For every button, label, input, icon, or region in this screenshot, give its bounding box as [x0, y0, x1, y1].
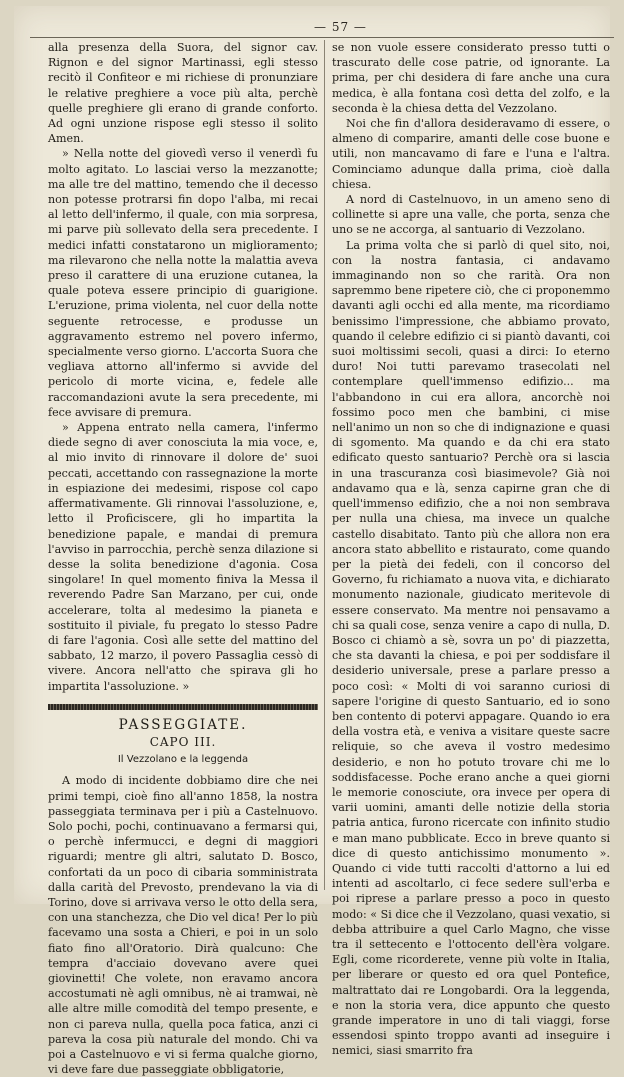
right-column: [332, 40, 610, 1059]
left-column: [48, 40, 318, 1077]
column-divider: [324, 40, 325, 890]
left-paragraph: » Appena entrato nella camera, l'infermo diede segno di aver conosciuta la mia voce, e, al mio invito di rinnovare il dolore de' suoi peccati, accettando con rassegnazione la morte in espiazione dei medesimi, rispose col capo affermativamente. Gli rinnovai l'assoluzione, e, letto il Proficiscere, gli ho impartita la benedizione papale, e mandai di premura l'avviso in parrocchia, perchè senza dilazione si desse la solita benedizione d'agonia. Cosa singolare! In quel momento finiva la Messa il reverendo Padre San Marzano, per cui, onde accelerare, tolta al medesimo la pianeta e sostituito il piviale, fu pregato lo stesso Padre di fare l'agonia. Così alle sette del mattino del sabbato, 12 marzo, il povero Passaglia cessò di vivere. Ancora nell'atto che spirava gli ho impartita l'assoluzione. »: [48, 421, 318, 693]
chapter-heading: CAPO III.: [149, 734, 217, 749]
left-paragraph: alla presenza della Suora, del signor cav. Rignon e del signor Martinassi, egli stesso recitò il Confiteor e mi richiese di pronunziare le relative preghiere a voce più alta, perchè quelle preghiere gli erano di grande conforto. Ad ogni unzione rispose egli stesso il solito Amen.: [48, 41, 318, 146]
right-paragraph: A nord di Castelnuovo, in un ameno seno di collinette si apre una valle, che porta, senza che uno se ne accorga, al santuario di Vezzolano.: [332, 193, 610, 237]
chapter-subtitle: Il Vezzolano e la leggenda: [117, 754, 249, 766]
left-paragraph: A modo di incidente dobbiamo dire che nei primi tempi, cioè fino all'anno 1858, la nostra passeggiata terminava per i più a Castelnuovo. Solo pochi, pochi, continuavano a fermarsi qui, o perchè infermucci, e degni di maggiori riguardi; mentre gli altri, salutato D. Bosco, confortati da un poco di cibaria somministrata dalla carità del Prevosto, prendevano la via di Torino, dove si arrivava verso le otto della sera, con una stanchezza, che Dio vel dica! Per lo più facevamo una sosta a Chieri, e poi in un solo fiato fino all'Oratorio. Dirà qualcuno: Che tempra d'acciaio dovevano avere quei giovinetti! Che volete, non eravamo ancora accostumati nè agli omnibus, nè ai tramwai, nè alle altre mille comodità del tempo presente, e non ci pareva nulla, quella poca fatica, anzi ci pareva la cosa più naturale del mondo. Chi va poi a Castelnuovo e vi si ferma qualche giorno, vi deve fare due passeggiate obbligatorie,: [48, 774, 318, 1077]
left-paragraph: » Nella notte del giovedì verso il venerdì fu molto agitato. Lo lasciai verso la mezzanotte; ma alle tre del mattino, temendo che il decesso non potesse protrarsi fin dopo l'alba, mi recai al letto dell'infermo, il quale, con mia sorpresa, mi parve più sollevato della sera precedente. I medici infatti constatarono un miglioramento; ma rilevarono che nella notte la malattia aveva preso il carattere di una eruzione cutanea, la quale poteva essere principio di guarigione. L'eruzione, prima violenta, nel cuor della notte seguente retrocesse, e produsse un aggravamento estremo nel povero infermo, specialmente verso giorno. L'accorta Suora che vegliava attorno all'infermo si avvide del pericolo di morte vicina, e, fedele alle raccomandazioni avute la sera precedente, mi fece avvisare di premura.: [48, 147, 318, 419]
section-separator: [48, 704, 318, 710]
right-paragraph: se non vuole essere considerato presso tutti o trascurato delle cose patrie, od ignorante. La prima, per chi desidera di fare anche una cura medica, è alla fontana così detta del zolfo, e la seconda è la chiesa detta del Vezzolano.: [332, 41, 610, 115]
right-paragraph: La prima volta che si parlò di quel sito, noi, con la nostra fantasia, ci andavamo immaginando non so che rarità. Ora non sapremmo bene ripetere ciò, che ci proponemmo davanti agli occhi ed alla mente, ma ricordiamo benissimo l'impressione, che abbiamo provato, quando il celebre edifizio ci si piantò davanti, coi suoi moltissimi secoli, quasi a dirci: Io eterno duro! Noi tutti parevamo trasecolati nel contemplare quell'immenso edifizio... ma l'abbandono in cui era allora, ancorchè noi fossimo poco men che bambini, ci mise nell'animo un non so che di indignazione e quasi di sgomento. Ma quando e da chi era stato edificato questo santuario? Perchè ora si lascia in una trascuranza così biasimevole? Già noi andavamo qua e là, senza capirne gran che di quell'immenso edifizio, che a noi non sembrava per nulla una chiesa, ma invece un qualche castello disabitato. Tanto più che allora non era ancora stato abbellito e ristaurato, come quando per la pietà dei fedeli, con il concorso del Governo, fu richiamato a nuova vita, e dichiarato monumento nazionale, giudicato meritevole di essere conservato. Ma mentre noi pensavamo a chi sa quali cose, senza venire a capo di nulla, D. Bosco ci chiamò a sè, sovra un po' di piazzetta, che sta davanti la chiesa, e poi per soddisfare il desiderio universale, prese a parlare presso a poco così: « Molti di voi saranno curiosi di sapere l'origine di questo Santuario, ed io sono ben contento di potervi appagare. Quando io era della vostra età, e veniva a visitare queste sacre reliquie, so che aveva il vostro medesimo desiderio, e non ho potuto trovare chi me lo soddisfacesse. Poche erano anche a quei giorni le memorie conosciute, ora invece per opera di varii uomini, amanti delle notizie della storia patria antica, furono ricercate con infinito studio e man mano pubblicate. Ecco in breve quanto si dice di questo antichissimo monumento ». Quando ci vide tutti raccolti d'attorno a lui ed intenti ad ascoltarlo, ci fece sedere sull'erba e poi riprese a parlare presso a poco in questo modo: « Si dice che il Vezzolano, quasi vexatio, si debba attribuire a quel Carlo Magno, che visse tra il settecento e l'ottocento dell'èra volgare. Egli, come ricorderete, venne più volte in Italia, per liberare or questo ed ora quel Pontefice, maltrattato dai re Longobardi. Ora la leggenda, e non la storia vera, dice appunto che questo grande imperatore in uno di tali viaggi, forse essendosi spinto troppo avanti ad inseguire i nemici, siasi smarrito fra: [332, 238, 610, 1058]
section-title: PASSEGGIATE.: [118, 716, 248, 733]
page-number: — 57 —: [314, 20, 367, 34]
right-paragraph: Noi che fin d'allora desideravamo di essere, o almeno di comparire, amanti delle cose buone e utili, non mancavamo di fare e l'una e l'altra. Cominciamo adunque dalla prima, cioè dalla chiesa.: [332, 117, 610, 191]
header-rule: [30, 37, 614, 38]
